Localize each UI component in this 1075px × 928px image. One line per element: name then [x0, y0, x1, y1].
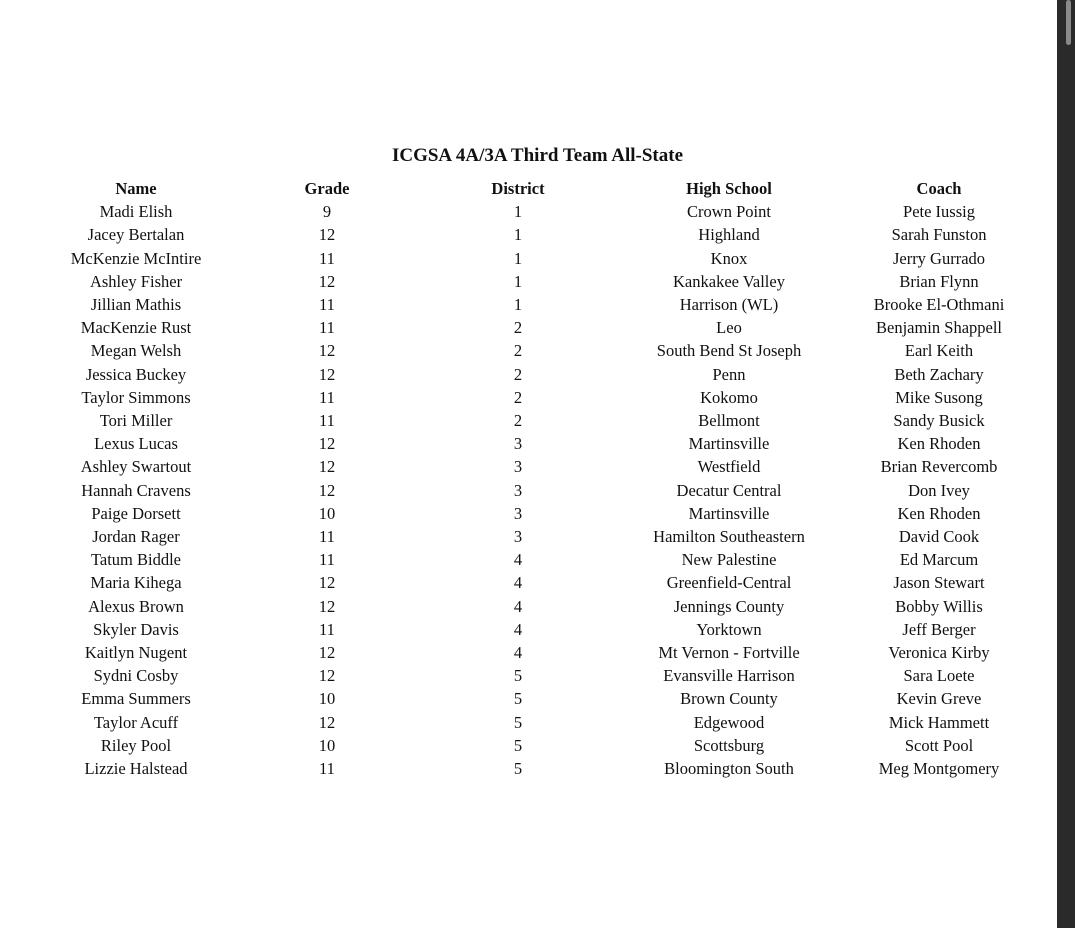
- cell-high-school: Greenfield-Central: [666, 573, 792, 593]
- cell-grade: 12: [318, 666, 336, 686]
- cell-grade: 10: [318, 503, 336, 523]
- cell-district: 3: [513, 503, 523, 523]
- cell-coach: Sarah Funston: [891, 225, 987, 245]
- cell-district: 4: [513, 573, 523, 593]
- cell-grade: 12: [318, 364, 336, 384]
- cell-high-school: Martinsville: [688, 503, 770, 523]
- table-row: [38, 548, 1036, 571]
- cell-district: 3: [513, 457, 523, 477]
- cell-grade: 11: [319, 550, 335, 570]
- table-row: [38, 223, 1036, 246]
- cell-coach: Ed Marcum: [899, 550, 979, 570]
- cell-district: 5: [513, 759, 523, 779]
- cell-coach: David Cook: [898, 527, 980, 547]
- table-row: [38, 479, 1036, 502]
- cell-high-school: Scottsburg: [693, 735, 765, 755]
- cell-high-school: Westfield: [697, 457, 761, 477]
- cell-coach: Benjamin Shappell: [875, 318, 1003, 338]
- cell-grade: 11: [319, 318, 335, 338]
- cell-district: 2: [513, 341, 523, 361]
- cell-high-school: Bellmont: [698, 411, 760, 431]
- cell-name: Sydni Cosby: [93, 666, 179, 686]
- cell-high-school: Yorktown: [696, 619, 762, 639]
- table-row: [38, 455, 1036, 478]
- table-row: [38, 432, 1036, 455]
- cell-name: McKenzie McIntire: [70, 248, 202, 268]
- table-row: [38, 363, 1036, 386]
- cell-grade: 12: [318, 434, 336, 454]
- cell-coach: Jerry Gurrado: [892, 248, 986, 268]
- cell-name: Jordan Rager: [92, 527, 180, 547]
- cell-name: Kaitlyn Nugent: [84, 643, 188, 663]
- cell-grade: 11: [319, 411, 335, 431]
- cell-district: 2: [513, 364, 523, 384]
- scrollbar-track[interactable]: [1057, 0, 1075, 928]
- cell-grade: 11: [319, 527, 335, 547]
- cell-coach: Kevin Greve: [896, 689, 982, 709]
- table-row: [38, 664, 1036, 687]
- cell-district: 2: [513, 387, 523, 407]
- cell-district: 3: [513, 527, 523, 547]
- cell-grade: 10: [318, 689, 336, 709]
- cell-coach: Sara Loete: [903, 666, 975, 686]
- table-row: [38, 270, 1036, 293]
- cell-name: Taylor Simmons: [81, 387, 191, 407]
- cell-coach: Brian Flynn: [899, 271, 979, 291]
- cell-district: 3: [513, 480, 523, 500]
- cell-high-school: Crown Point: [687, 202, 771, 222]
- cell-grade: 12: [318, 271, 336, 291]
- cell-high-school: Jennings County: [673, 596, 785, 616]
- cell-high-school: Leo: [716, 318, 742, 338]
- cell-coach: Ken Rhoden: [897, 434, 981, 454]
- cell-high-school: South Bend St Joseph: [656, 341, 802, 361]
- table-row: [38, 293, 1036, 316]
- cell-grade: 12: [318, 225, 336, 245]
- cell-coach: Earl Keith: [904, 341, 974, 361]
- cell-grade: 11: [319, 759, 335, 779]
- cell-name: Tori Miller: [99, 411, 173, 431]
- cell-coach: Pete Iussig: [903, 202, 975, 222]
- cell-name: Jillian Mathis: [90, 295, 182, 315]
- cell-grade: 12: [318, 596, 336, 616]
- cell-district: 2: [513, 318, 523, 338]
- cell-high-school: Decatur Central: [676, 480, 782, 500]
- cell-grade: 12: [318, 480, 336, 500]
- column-header-name: Name: [115, 179, 157, 198]
- cell-grade: 9: [322, 202, 332, 222]
- table-row: [38, 618, 1036, 641]
- table-row: [38, 734, 1036, 757]
- table-row: [38, 386, 1036, 409]
- cell-district: 1: [513, 248, 523, 268]
- table-row: [38, 711, 1036, 734]
- cell-high-school: Kokomo: [700, 387, 758, 407]
- table-row: [38, 595, 1036, 618]
- cell-name: Ashley Swartout: [80, 457, 192, 477]
- cell-name: Paige Dorsett: [91, 503, 181, 523]
- cell-high-school: Penn: [712, 364, 746, 384]
- table-body: [38, 200, 1036, 780]
- table-row: [38, 757, 1036, 780]
- cell-grade: 11: [319, 387, 335, 407]
- cell-grade: 11: [319, 295, 335, 315]
- cell-name: Tatum Biddle: [90, 550, 182, 570]
- cell-district: 5: [513, 689, 523, 709]
- cell-coach: Mike Susong: [895, 387, 983, 407]
- cell-high-school: New Palestine: [681, 550, 777, 570]
- cell-name: Madi Elish: [99, 202, 173, 222]
- cell-district: 1: [513, 295, 523, 315]
- cell-grade: 11: [319, 248, 335, 268]
- cell-name: Maria Kihega: [90, 573, 182, 593]
- cell-coach: Beth Zachary: [894, 364, 984, 384]
- cell-grade: 12: [318, 573, 336, 593]
- cell-high-school: Evansville Harrison: [663, 666, 795, 686]
- table-row: [38, 339, 1036, 362]
- cell-district: 5: [513, 712, 523, 732]
- table-row: [38, 316, 1036, 339]
- column-header-high-school: High School: [686, 179, 772, 198]
- cell-grade: 12: [318, 643, 336, 663]
- cell-coach: Sandy Busick: [893, 411, 985, 431]
- cell-coach: Ken Rhoden: [897, 503, 981, 523]
- cell-name: MacKenzie Rust: [80, 318, 192, 338]
- cell-district: 2: [513, 411, 523, 431]
- cell-coach: Meg Montgomery: [878, 759, 1000, 779]
- cell-name: Jacey Bertalan: [87, 225, 185, 245]
- cell-coach: Jason Stewart: [893, 573, 985, 593]
- all-state-table: [38, 177, 1036, 780]
- cell-coach: Jeff Berger: [902, 619, 976, 639]
- cell-district: 1: [513, 225, 523, 245]
- table-row: [38, 525, 1036, 548]
- cell-name: Jessica Buckey: [85, 364, 187, 384]
- cell-high-school: Mt Vernon - Fortville: [658, 643, 800, 663]
- table-row: [38, 247, 1036, 270]
- column-header-grade: Grade: [304, 179, 350, 198]
- cell-high-school: Kankakee Valley: [673, 271, 785, 291]
- cell-name: Alexus Brown: [88, 596, 184, 616]
- cell-district: 4: [513, 596, 523, 616]
- cell-name: Megan Welsh: [90, 341, 182, 361]
- cell-district: 4: [513, 643, 523, 663]
- cell-district: 3: [513, 434, 523, 454]
- cell-district: 4: [513, 550, 523, 570]
- table-row: [38, 571, 1036, 594]
- cell-district: 1: [513, 271, 523, 291]
- cell-coach: Don Ivey: [908, 480, 970, 500]
- cell-coach: Brian Revercomb: [880, 457, 998, 477]
- column-header-district: District: [491, 179, 545, 198]
- cell-high-school: Martinsville: [688, 434, 770, 454]
- cell-coach: Mick Hammett: [888, 712, 990, 732]
- table-row: [38, 502, 1036, 525]
- cell-name: Riley Pool: [100, 735, 172, 755]
- table-row: [38, 409, 1036, 432]
- cell-name: Emma Summers: [81, 689, 191, 709]
- cell-high-school: Bloomington South: [664, 759, 794, 779]
- cell-coach: Scott Pool: [904, 735, 974, 755]
- cell-high-school: Edgewood: [693, 712, 765, 732]
- table-row: [38, 200, 1036, 223]
- cell-district: 1: [513, 202, 523, 222]
- cell-high-school: Harrison (WL): [679, 295, 779, 315]
- cell-name: Ashley Fisher: [89, 271, 183, 291]
- page-title: ICGSA 4A/3A Third Team All-State: [391, 145, 684, 166]
- cell-coach: Veronica Kirby: [888, 643, 990, 663]
- cell-high-school: Hamilton Southeastern: [653, 527, 805, 547]
- cell-name: Skyler Davis: [93, 619, 179, 639]
- cell-name: Lizzie Halstead: [84, 759, 188, 779]
- table-row: [38, 641, 1036, 664]
- column-header-coach: Coach: [916, 179, 962, 198]
- cell-district: 5: [513, 735, 523, 755]
- cell-high-school: Brown County: [680, 689, 778, 709]
- cell-grade: 11: [319, 619, 335, 639]
- table-row: [38, 687, 1036, 710]
- cell-grade: 12: [318, 341, 336, 361]
- cell-high-school: Knox: [710, 248, 748, 268]
- cell-grade: 12: [318, 712, 336, 732]
- cell-grade: 10: [318, 735, 336, 755]
- cell-district: 5: [513, 666, 523, 686]
- cell-district: 4: [513, 619, 523, 639]
- cell-high-school: Highland: [698, 225, 760, 245]
- cell-coach: Brooke El-Othmani: [873, 295, 1005, 315]
- cell-name: Lexus Lucas: [94, 434, 178, 454]
- cell-coach: Bobby Willis: [895, 596, 983, 616]
- cell-grade: 12: [318, 457, 336, 477]
- cell-name: Hannah Cravens: [81, 480, 191, 500]
- cell-name: Taylor Acuff: [93, 712, 179, 732]
- scrollbar-thumb[interactable]: [1066, 0, 1071, 45]
- table-header-row: [38, 177, 1036, 200]
